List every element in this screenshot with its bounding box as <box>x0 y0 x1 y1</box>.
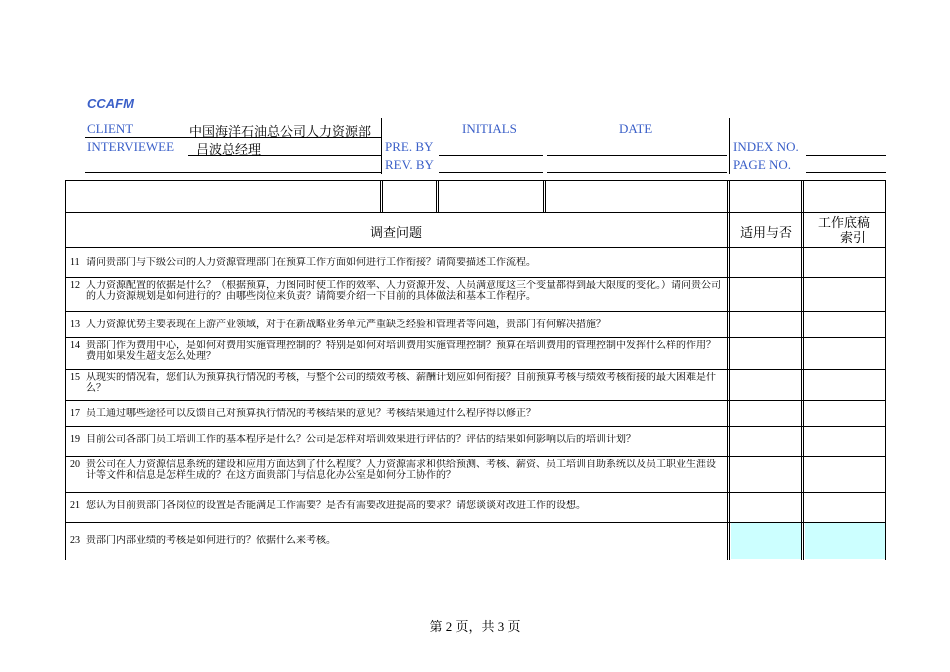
col-ref-header-line2: 索引 <box>839 230 866 245</box>
question-number: 20 <box>70 459 80 470</box>
table-divider <box>801 180 804 560</box>
applicable-cell-shaded[interactable] <box>731 522 801 559</box>
header-rule <box>439 155 543 156</box>
header-divider <box>729 118 730 174</box>
question-text: 从现实的情况看，您们认为预算执行情况的考核，与整个公司的绩效考核、薪酬计划应如何衔接？目前预算考核与绩效考核衔接的最大困难是什么？ <box>86 372 716 394</box>
row-rule <box>65 492 886 493</box>
header-rule <box>547 155 727 156</box>
col-ref-header <box>805 215 883 245</box>
client-label: CLIENT <box>87 121 134 136</box>
table-rule <box>65 212 886 213</box>
question-number: 12 <box>70 280 80 291</box>
question-number: 23 <box>70 535 80 546</box>
question-text: 人力资源优势主要表现在上游产业领域，对于在新战略业务单元严重缺乏经验和管理者等问题，贵部门有何解决措施？ <box>86 319 606 330</box>
question-text: 人力资源配置的依据是什么？（根据预算，力图同时使工作的效率、人力资源开发、人员满意度这三个变量都得到最大限度的变化。）请问贵公司的人力资源规划是如何进行的？由哪些岗位来负责？请简要介绍一下目前的具体做法和基本工作程序。 <box>86 280 721 302</box>
table-row <box>66 257 726 276</box>
table-row <box>66 500 726 521</box>
header-divider <box>381 118 382 174</box>
rev-by-label: REV. BY <box>385 157 434 172</box>
question-text: 贵公司在人力资源信息系统的建设和应用方面达到了什么程度？人力资源需求和供给预测、考核、薪资、员工培训自助系统以及员工职业生涯设计等文件和信息是怎样生成的？在这方面贵部门与信息化办公室是如何分工协作的？ <box>86 459 716 481</box>
table-row <box>66 280 726 310</box>
initials-label: INITIALS <box>462 121 517 136</box>
row-rule <box>65 311 886 312</box>
header-rule <box>85 137 381 138</box>
question-number: 14 <box>70 340 80 351</box>
table-row <box>66 535 726 559</box>
table-divider <box>436 180 439 212</box>
question-text: 员工通过哪些途径可以反馈自己对预算执行情况的考核结果的意见？考核结果通过什么程序得以修正？ <box>86 408 536 419</box>
row-rule <box>65 456 886 457</box>
header-rule <box>806 172 886 173</box>
row-rule <box>65 400 886 401</box>
interviewee-value: 吕波总经理 <box>196 142 262 157</box>
client-value: 中国海洋石油总公司人力资源部 <box>189 124 372 139</box>
interviewee-label: INTERVIEWEE <box>87 139 175 154</box>
header-rule <box>806 155 886 156</box>
question-number: 17 <box>70 408 80 419</box>
row-rule <box>65 369 886 370</box>
question-text: 贵部门作为费用中心，是如何对费用实施管理控制的？特别是如何对培训费用实施管理控制？预算在培训费用的管理控制中发挥什么样的作用？费用如果发生超支怎么处理？ <box>86 340 716 362</box>
question-number: 11 <box>70 257 80 268</box>
table-row <box>66 434 726 455</box>
header-rule <box>439 172 543 173</box>
table-row <box>66 372 726 399</box>
row-rule <box>65 337 886 338</box>
col-applicable-header: 适用与否 <box>739 225 792 240</box>
page-footer: 第 2 页，共 3 页 <box>429 619 521 634</box>
table-border <box>885 180 886 560</box>
col-question-header: 调查问题 <box>369 225 422 240</box>
index-no-label: INDEX NO. <box>733 139 799 154</box>
date-label: DATE <box>619 121 653 136</box>
table-row <box>66 319 726 336</box>
header-rule <box>85 172 381 173</box>
table-rule <box>65 247 886 248</box>
col-ref-header-line1: 工作底稿 <box>817 215 870 230</box>
table-row <box>66 340 726 368</box>
row-rule <box>65 426 886 427</box>
question-text: 贵部门内部业绩的考核是如何进行的？依据什么来考核。 <box>86 535 336 546</box>
table-divider <box>543 180 546 212</box>
pre-by-label: PRE. BY <box>385 139 434 154</box>
question-text: 目前公司各部门员工培训工作的基本程序是什么？公司是怎样对培训效果进行评估的？评估的结果如何影响以后的培训计划？ <box>86 434 636 445</box>
logo: CCAFM <box>87 96 134 111</box>
table-row <box>66 408 726 425</box>
header-rule <box>188 155 381 156</box>
question-number: 15 <box>70 372 80 383</box>
header-rule <box>547 172 727 173</box>
ref-cell-shaded[interactable] <box>805 522 885 559</box>
question-number: 19 <box>70 434 80 445</box>
table-divider <box>727 180 730 560</box>
row-rule <box>65 522 886 523</box>
table-rule <box>65 180 886 181</box>
question-number: 13 <box>70 319 80 330</box>
row-rule <box>65 277 886 278</box>
page-no-label: PAGE NO. <box>733 157 792 172</box>
table-row <box>66 459 726 491</box>
question-text: 您认为目前贵部门各岗位的设置是否能满足工作需要？是否有需要改进提高的要求？请您谈谈对改进工作的设想。 <box>86 500 586 511</box>
question-number: 21 <box>70 500 80 511</box>
question-text: 请问贵部门与下级公司的人力资源管理部门在预算工作方面如何进行工作衔接？请简要描述工作流程。 <box>86 257 536 268</box>
table-divider <box>380 180 383 212</box>
